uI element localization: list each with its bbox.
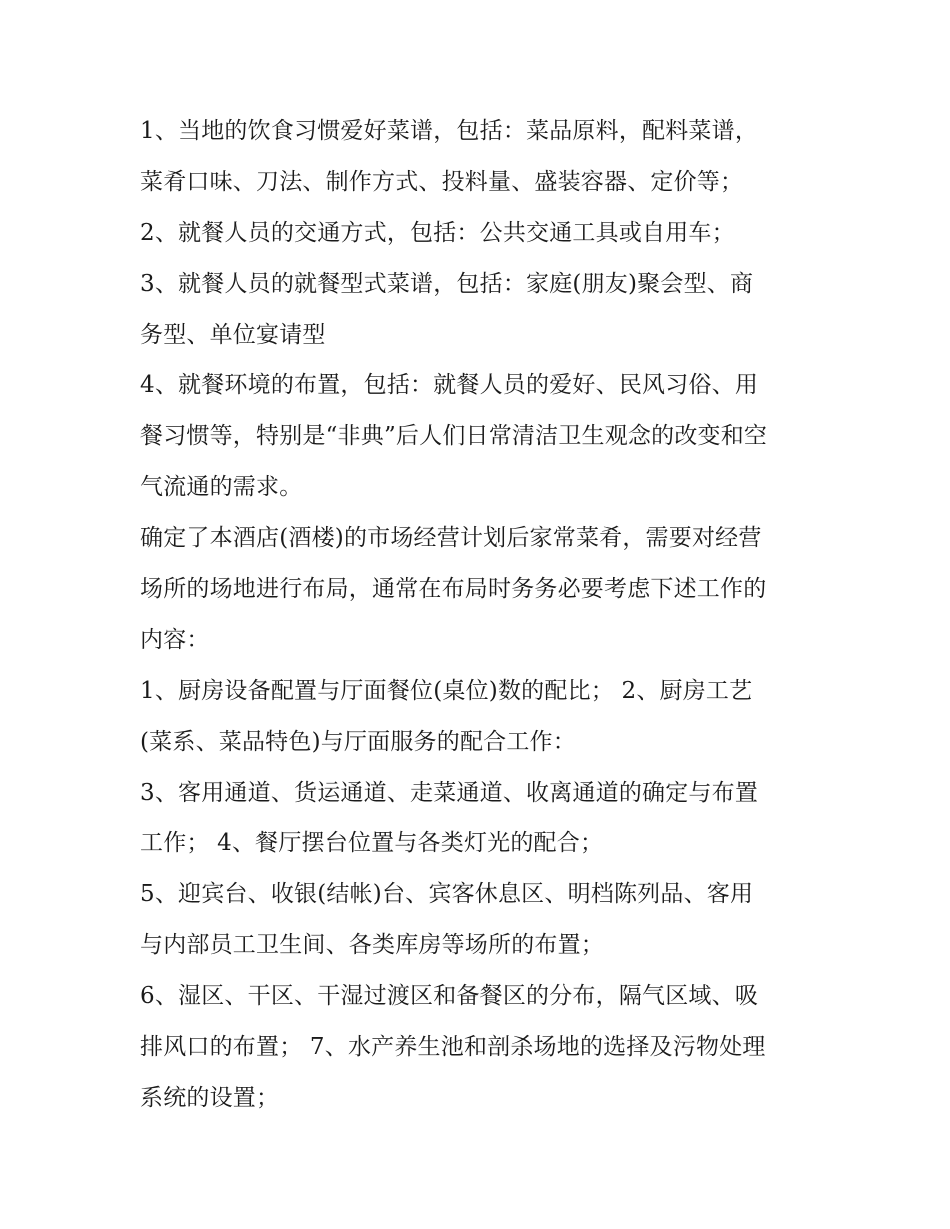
document-body	[140, 106, 840, 1124]
text-line: 内容：	[140, 626, 210, 653]
text-line: 1、厨房设备配置与厅面餐位(桌位)数的配比； 2、厨房工艺	[140, 677, 753, 704]
text-line: 2、就餐人员的交通方式，包括：公共交通工具或自用车；	[140, 219, 735, 246]
text-line: 排风口的布置； 7、水产养生池和剖杀场地的选择及污物处理	[140, 1034, 766, 1061]
text-line: 1、当地的饮食习惯爱好菜谱，包括：菜品原料，配料菜谱，	[140, 118, 759, 144]
text-line: 确定了本酒店(酒楼)的市场经营计划后家常菜肴，需要对经营	[140, 525, 762, 552]
text-line: 系统的设置；	[140, 1084, 280, 1111]
text-line: 5、迎宾台、收银(结帐)台、宾客休息区、明档陈列品、客用	[140, 881, 754, 908]
text-line: (菜系、菜品特色)与厅面服务的配合工作：	[140, 728, 576, 755]
text-line: 3、就餐人员的就餐型式菜谱，包括：家庭(朋友)聚会型、商	[140, 270, 754, 297]
text-line: 菜肴口味、刀法、制作方式、投料量、盛装容器、定价等；	[140, 168, 744, 195]
text-line: 6、湿区、干区、干湿过渡区和备餐区的分布，隔气区域、吸	[140, 983, 759, 1010]
text-line: 餐习惯等，特别是“非典”后人们日常清洁卫生观念的改变和空	[140, 423, 768, 450]
text-line: 场所的场地进行布局，通常在布局时务务必要考虑下述工作的	[140, 576, 767, 603]
text-line: 与内部员工卫生间、各类库房等场所的布置；	[140, 932, 604, 959]
text-line: 务型、单位宴请型	[140, 321, 326, 348]
text-line: 气流通的需求。	[140, 474, 303, 501]
text-line: 工作； 4、餐厅摆台位置与各类灯光的配合；	[140, 830, 604, 857]
text-line: 3、客用通道、货运通道、走菜通道、收离通道的确定与布置	[140, 779, 759, 806]
text-line: 4、就餐环境的布置，包括：就餐人员的爱好、民风习俗、用	[140, 372, 759, 399]
